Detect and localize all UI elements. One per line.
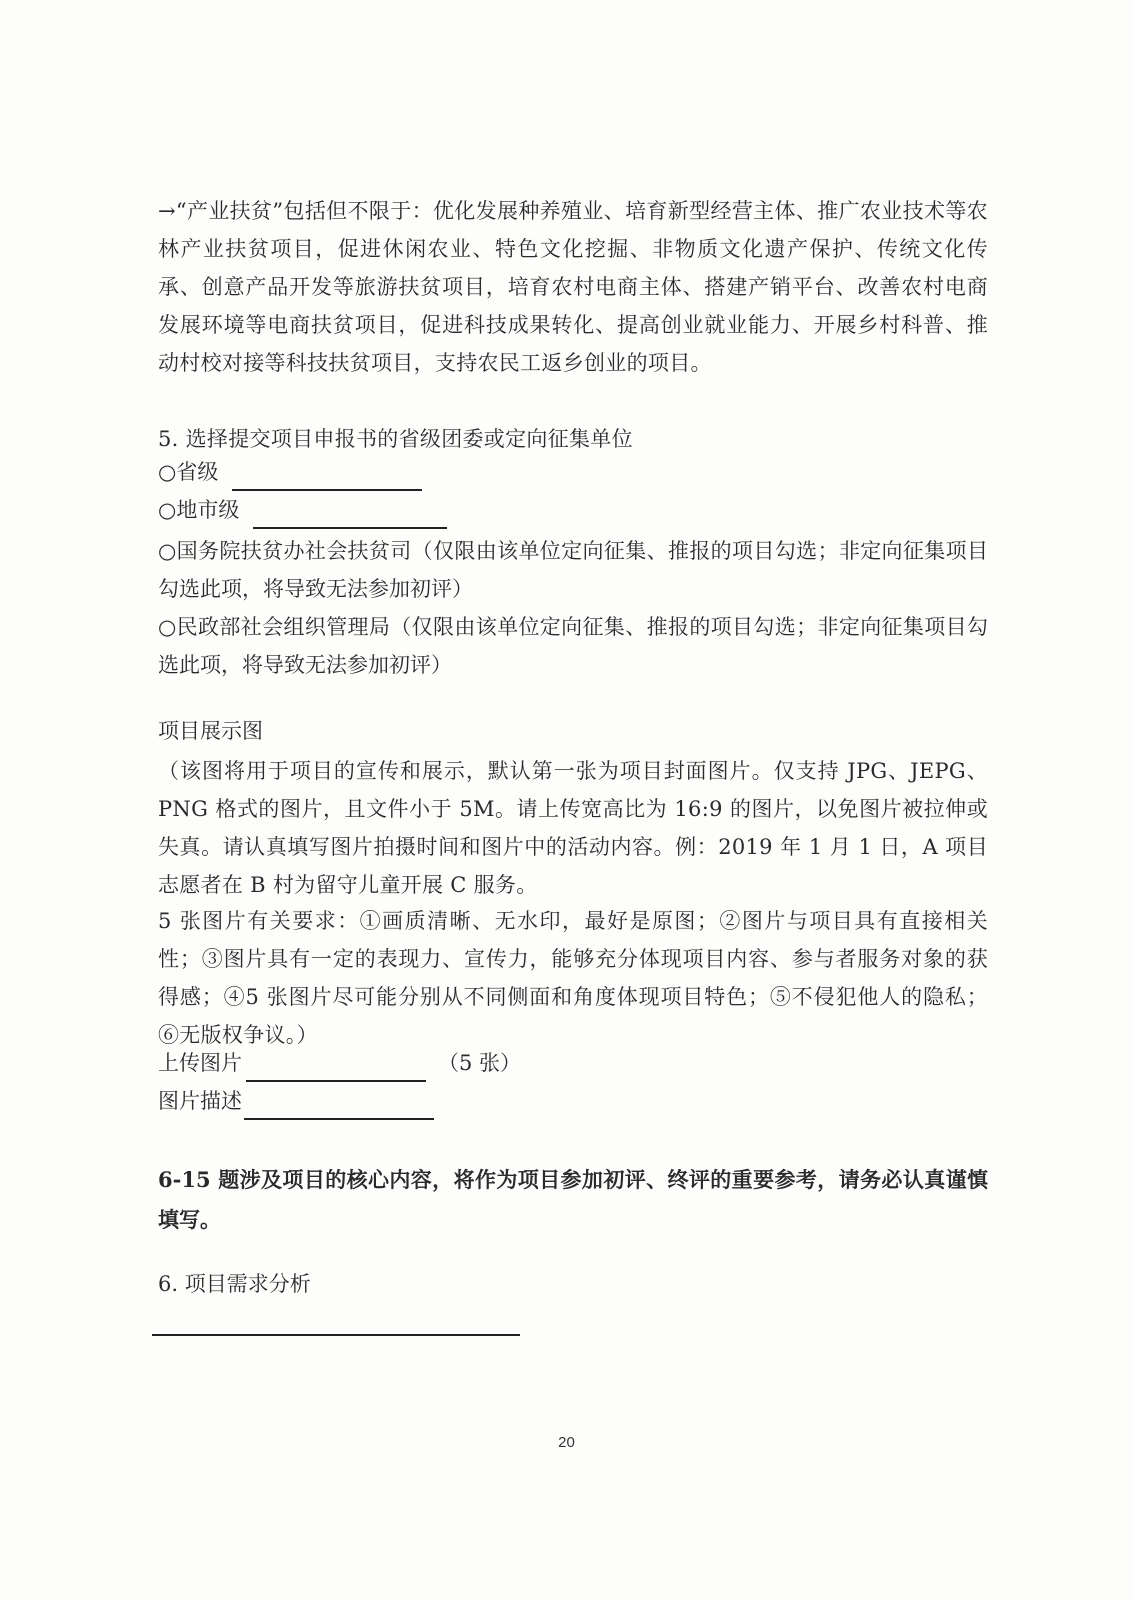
question-5-title: 5. 选择提交项目申报书的省级团委或定向征集单位 bbox=[158, 427, 633, 451]
option-poverty-office[interactable]: ○国务院扶贫办社会扶贫司（仅限由该单位定向征集、推报的项目勾选；非定向征集项目勾选此项，将导致无法参加初评） bbox=[158, 539, 988, 601]
showcase-description: （该图将用于项目的宣传和展示，默认第一张为项目封面图片。仅支持 JPG、JEPG、PNG 格式的图片，且文件小于 5M。请上传宽高比为 16:9 的图片，以免图片被拉伸或失真。请认真填写图片拍摄时间和图片中的活动内容。例：2019 年 1 月 1 日，A 项目志愿者在 B 村为留守儿童开展 C 服务。 bbox=[158, 759, 988, 897]
image-description-field[interactable] bbox=[244, 1092, 434, 1120]
image-requirements: 5 张图片有关要求：①画质清晰、无水印，最好是原图；②图片与项目具有直接相关性；③图片具有一定的表现力、宣传力，能够充分体现项目内容、参与者服务对象的获得感；④5 张图片尽可能分别从不同侧面和角度体现项目特色；⑤不侵犯他人的隐私；⑥无版权争议。） bbox=[158, 909, 988, 1047]
upload-images-row bbox=[158, 1044, 521, 1082]
city-blank-field[interactable] bbox=[253, 501, 447, 529]
province-blank-field[interactable] bbox=[232, 463, 422, 491]
page-number: 20 bbox=[558, 1434, 575, 1451]
option-city[interactable] bbox=[158, 491, 447, 529]
image-description-label: 图片描述 bbox=[158, 1089, 242, 1113]
upload-count-note: （5 张） bbox=[438, 1051, 522, 1075]
upload-images-label: 上传图片 bbox=[158, 1051, 242, 1075]
question-6-title: 6. 项目需求分析 bbox=[158, 1272, 311, 1296]
industry-poverty-note: →“产业扶贫”包括但不限于：优化发展种养殖业、培育新型经营主体、推广农业技术等农林产业扶贫项目，促进休闲农业、特色文化挖掘、非物质文化遗产保护、传统文化传承、创意产品开发等旅游扶贫项目，培育农村电商主体、搭建产销平台、改善农村电商发展环境等电商扶贫项目，促进科技成果转化、提高创业就业能力、开展乡村科普、推动村校对接等科技扶贫项目，支持农民工返乡创业的项目。 bbox=[158, 199, 988, 375]
option-civil-affairs[interactable]: ○民政部社会组织管理局（仅限由该单位定向征集、推报的项目勾选；非定向征集项目勾选此项，将导致无法参加初评） bbox=[158, 615, 988, 677]
showcase-title: 项目展示图 bbox=[158, 719, 263, 743]
upload-images-field[interactable] bbox=[246, 1054, 426, 1082]
core-content-note: 6-15 题涉及项目的核心内容，将作为项目参加初评、终评的重要参考，请务必认真谨慎填写。 bbox=[158, 1167, 988, 1232]
option-province-label: ○省级 bbox=[158, 460, 219, 484]
option-province[interactable] bbox=[158, 453, 422, 491]
question-6-answer-field[interactable] bbox=[152, 1334, 520, 1336]
image-description-row bbox=[158, 1082, 434, 1120]
option-city-label: ○地市级 bbox=[158, 498, 240, 522]
